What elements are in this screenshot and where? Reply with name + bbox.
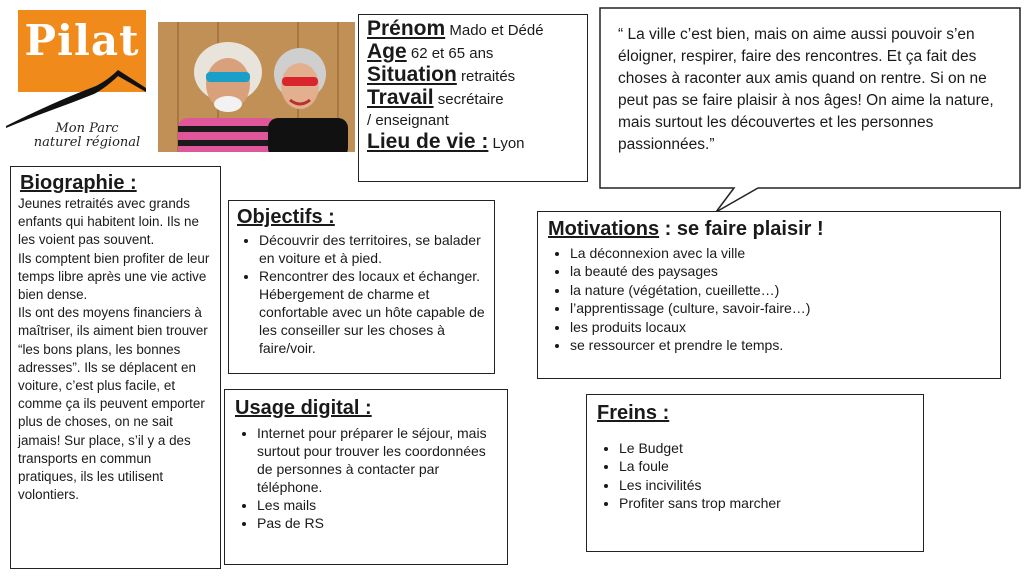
lieu-row <box>367 132 579 154</box>
prenom-row <box>367 19 579 41</box>
barriers-title: Freins : <box>597 402 670 424</box>
objectives-list <box>237 231 486 357</box>
situation-row <box>367 65 579 87</box>
list-item: • se ressourcer et prendre le temps. <box>570 336 990 354</box>
digital-usage-title: Usage digital : <box>235 397 372 419</box>
travail-value2: / enseignant <box>367 112 449 129</box>
list-item: • l’apprentissage (culture, savoir-faire…) <box>570 299 990 317</box>
biography-paragraph-2: Ils comptent bien profiter de leur temps libre après une vie active bien dense. <box>18 250 210 303</box>
persona-photo <box>158 22 355 152</box>
list-item: • Pas de RS <box>257 514 497 532</box>
quote-bubble <box>598 6 1022 216</box>
list-item: • la nature (végétation, cueillette…) <box>570 281 990 299</box>
prenom-value: Mado et Dédé <box>449 22 544 39</box>
motivations-box <box>537 211 1001 379</box>
list-item: • La déconnexion avec la ville <box>570 244 990 262</box>
travail-row <box>367 88 579 110</box>
list-item: • Les incivilités <box>619 476 913 494</box>
list-item: • Internet pour préparer le séjour, mais surtout pour trouver les coordonnées de personnes à contacter par téléphone. <box>257 424 497 496</box>
travail-label: Travail <box>367 86 434 109</box>
barriers-list <box>597 439 913 513</box>
logo-tagline-line1: Mon Parc <box>55 121 119 136</box>
logo-name: Pilat <box>24 16 140 65</box>
lieu-value: Lyon <box>492 135 525 152</box>
travail-value: secrétaire <box>437 91 504 108</box>
quote-text: “ La ville c’est bien, mais on aime aussi pouvoir s’en éloigner, respirer, faire des rencontres. Et ça fait des choses à raconter aux amis quand on rentre. Si on ne peut pas se faire plaisir à nos âges! On aime la nature, mais surtout les découvertes et les personnes passionnées.” <box>618 26 994 153</box>
list-item: • La foule <box>619 457 913 475</box>
lieu-label: Lieu de vie : <box>367 130 489 153</box>
list-item: • Les mails <box>257 496 497 514</box>
situation-label: Situation <box>367 63 457 86</box>
objectives-title: Objectifs : <box>237 206 335 228</box>
biography-paragraph-3: Ils ont des moyens financiers à maîtriser, ils aiment bien trouver “les bons plans, les bonnes adresses”. Ils se déplacent en voiture, c’est plus facile, et comme ça ils peuvent emporter plus de choses, on ne sait jamais! Sur place, s’il y a des transports en commun pratiques, ils les utilisent volontiers. <box>18 305 208 503</box>
digital-usage-list <box>235 424 497 532</box>
identity-card <box>358 14 588 182</box>
logo-tagline <box>28 122 146 150</box>
objectives-box <box>228 200 495 374</box>
list-item: • les produits locaux <box>570 318 990 336</box>
motivations-title <box>548 216 990 242</box>
age-value: 62 et 65 ans <box>410 45 494 62</box>
barriers-box <box>586 394 924 552</box>
list-item: • Profiter sans trop marcher <box>619 494 913 512</box>
prenom-label: Prénom <box>367 17 446 40</box>
age-label: Age <box>367 40 407 63</box>
motivations-list <box>548 244 990 354</box>
list-item: • Rencontrer des locaux et échanger. Hébergement de charme et confortable avec un hôte capable de les conseiller sur les choses à faire/voir. <box>259 267 486 357</box>
list-item: • Découvrir des territoires, se balader en voiture et à pied. <box>259 231 486 267</box>
list-item: • la beauté des paysages <box>570 262 990 280</box>
digital-usage-box <box>224 389 508 565</box>
mountain-icon <box>4 68 146 128</box>
biography-paragraph-1: Jeunes retraités avec grands enfants qui habitent loin. Ils ne les voient pas souvent. <box>18 196 199 248</box>
biography-title: Biographie : <box>20 172 137 194</box>
logo-tagline-line2: naturel régional <box>33 135 141 150</box>
list-item: • Le Budget <box>619 439 913 457</box>
biography-box <box>10 166 221 569</box>
motivations-title-rest: : se faire plaisir ! <box>659 218 824 240</box>
motivations-title-main: Motivations <box>548 218 660 240</box>
pilat-logo <box>4 10 146 150</box>
situation-value: retraités <box>461 68 516 85</box>
age-row <box>367 42 579 64</box>
